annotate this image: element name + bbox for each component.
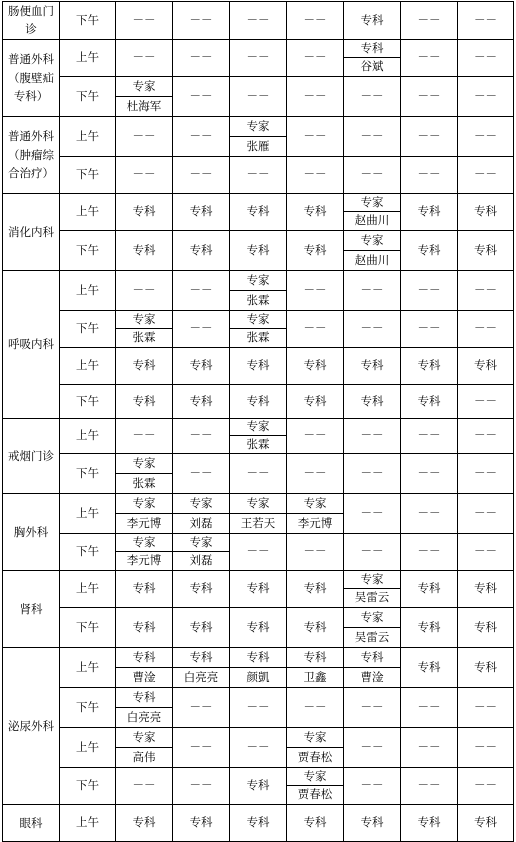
doctor-name: 吴雷云 (354, 629, 390, 644)
clinic-type: 专科 (173, 648, 229, 668)
schedule-cell: －－ (116, 418, 173, 453)
schedule-cell: －－ (344, 270, 401, 310)
schedule-cell: 专科 (287, 607, 344, 647)
period-cell: 上午 (60, 418, 116, 453)
schedule-cell-doctor (230, 647, 287, 687)
schedule-cell: 专科 (344, 384, 401, 418)
schedule-cell: －－ (458, 767, 514, 804)
period-cell: 上午 (60, 493, 116, 533)
schedule-cell: －－ (344, 310, 401, 347)
clinic-type: 专家 (230, 311, 286, 330)
clinic-type: 专家 (116, 494, 172, 514)
schedule-cell: －－ (401, 310, 458, 347)
schedule-cell: －－ (458, 727, 514, 767)
schedule-cell-doctor (344, 570, 401, 607)
schedule-cell: －－ (230, 453, 287, 493)
schedule-cell: －－ (173, 418, 230, 453)
schedule-cell: 专科 (401, 230, 458, 270)
schedule-cell: 专科 (116, 347, 173, 384)
table-row (3, 570, 514, 607)
schedule-cell-doctor (344, 647, 401, 687)
table-row (3, 347, 514, 384)
clinic-type: 专家 (116, 311, 172, 330)
doctor-name: 贾春松 (297, 787, 333, 802)
table-row (3, 76, 514, 116)
schedule-cell-doctor (116, 727, 173, 767)
clinic-type: 专家 (230, 271, 286, 291)
schedule-cell: 专科 (173, 570, 230, 607)
doctor-name: 王若天 (240, 515, 276, 530)
schedule-cell-doctor (173, 533, 230, 570)
schedule-cell: －－ (287, 156, 344, 193)
clinic-type: 专科 (230, 648, 286, 668)
schedule-cell: －－ (287, 310, 344, 347)
doctor-name: 谷斌 (360, 59, 384, 74)
schedule-cell: －－ (287, 2, 344, 40)
schedule-cell-doctor (116, 453, 173, 493)
schedule-cell: 专科 (401, 607, 458, 647)
doctor-name: 贾春松 (297, 749, 333, 764)
schedule-cell: 专科 (458, 647, 514, 687)
schedule-cell-doctor (116, 533, 173, 570)
schedule-cell: －－ (230, 687, 287, 727)
doctor-name: 白亮亮 (126, 709, 162, 724)
period-cell: 上午 (60, 116, 116, 156)
table-row (3, 193, 514, 230)
schedule-cell: 专科 (401, 570, 458, 607)
schedule-cell-doctor (344, 230, 401, 270)
schedule-cell: 专科 (458, 347, 514, 384)
period-cell: 下午 (60, 687, 116, 727)
schedule-cell: －－ (230, 156, 287, 193)
doctor-name: 张霖 (246, 292, 270, 307)
schedule-cell: 专科 (287, 384, 344, 418)
schedule-cell: －－ (173, 76, 230, 116)
table-row (3, 727, 514, 767)
schedule-cell: －－ (401, 270, 458, 310)
schedule-cell: －－ (230, 533, 287, 570)
department-name: 戒烟门诊 (3, 418, 60, 493)
schedule-cell: －－ (173, 39, 230, 76)
schedule-cell: －－ (401, 453, 458, 493)
schedule-cell: 专科 (458, 193, 514, 230)
schedule-cell: －－ (173, 687, 230, 727)
schedule-cell-doctor (116, 687, 173, 727)
doctor-name: 杜海军 (126, 98, 162, 113)
schedule-cell: －－ (287, 39, 344, 76)
department-name: 泌尿外科 (3, 647, 60, 804)
schedule-cell: －－ (458, 2, 514, 40)
schedule-cell: 专科 (173, 193, 230, 230)
schedule-cell-doctor (287, 493, 344, 533)
schedule-cell: 专科 (344, 2, 401, 40)
schedule-cell: －－ (401, 727, 458, 767)
schedule-cell: 专科 (458, 230, 514, 270)
doctor-name: 李元博 (126, 515, 162, 530)
schedule-cell: －－ (173, 727, 230, 767)
schedule-cell: －－ (458, 76, 514, 116)
schedule-cell: 专科 (401, 193, 458, 230)
doctor-name: 张霖 (246, 330, 270, 345)
doctor-name: 赵曲川 (354, 252, 390, 267)
schedule-cell: －－ (173, 453, 230, 493)
schedule-cell: －－ (230, 727, 287, 767)
schedule-cell: 专科 (401, 384, 458, 418)
schedule-cell: －－ (287, 418, 344, 453)
table-row (3, 647, 514, 687)
schedule-cell: 专科 (230, 230, 287, 270)
clinic-type: 专科 (287, 648, 343, 668)
schedule-cell-doctor (230, 310, 287, 347)
department-name: 普通外科（腹壁疝专科） (3, 39, 60, 116)
doctor-name: 张雁 (246, 138, 270, 153)
schedule-cell-doctor (230, 418, 287, 453)
period-cell: 下午 (60, 310, 116, 347)
schedule-cell: 专科 (287, 230, 344, 270)
doctor-name: 张霖 (132, 475, 156, 490)
department-name: 肠便血门诊 (3, 2, 60, 40)
table-row (3, 453, 514, 493)
table-row (3, 270, 514, 310)
schedule-cell: －－ (173, 2, 230, 40)
schedule-cell: －－ (401, 39, 458, 76)
doctor-name: 卫鑫 (303, 669, 327, 684)
schedule-cell: 专科 (116, 570, 173, 607)
doctor-name: 张霖 (246, 436, 270, 451)
schedule-cell: 专科 (287, 193, 344, 230)
schedule-cell: －－ (230, 76, 287, 116)
schedule-cell: 专科 (230, 767, 287, 804)
doctor-name: 李元博 (126, 553, 162, 568)
schedule-cell: 专科 (344, 804, 401, 841)
period-cell: 上午 (60, 39, 116, 76)
doctor-name: 吴雷云 (354, 590, 390, 605)
doctor-name: 高伟 (132, 749, 156, 764)
department-name: 呼吸内科 (3, 270, 60, 418)
table-row (3, 533, 514, 570)
schedule-cell-doctor (287, 647, 344, 687)
clinic-type: 专家 (116, 534, 172, 553)
table-row (3, 310, 514, 347)
schedule-cell: －－ (401, 687, 458, 727)
department-name: 消化内科 (3, 193, 60, 270)
schedule-cell: －－ (401, 2, 458, 40)
department-name: 胸外科 (3, 493, 60, 570)
schedule-cell: －－ (173, 156, 230, 193)
schedule-cell: 专科 (344, 347, 401, 384)
schedule-cell-doctor (173, 493, 230, 533)
clinic-type: 专家 (344, 571, 400, 590)
schedule-cell: －－ (458, 384, 514, 418)
schedule-cell: －－ (344, 767, 401, 804)
schedule-cell: －－ (458, 156, 514, 193)
schedule-cell-doctor (116, 493, 173, 533)
schedule-cell: 专科 (458, 570, 514, 607)
schedule-cell: 专科 (401, 804, 458, 841)
schedule-cell: －－ (173, 767, 230, 804)
period-cell: 上午 (60, 347, 116, 384)
clinic-type: 专家 (116, 454, 172, 474)
period-cell: 下午 (60, 384, 116, 418)
schedule-cell: －－ (344, 116, 401, 156)
schedule-cell: 专科 (401, 647, 458, 687)
schedule-cell: 专科 (287, 570, 344, 607)
clinic-type: 专科 (116, 688, 172, 708)
period-cell: 下午 (60, 767, 116, 804)
schedule-cell: －－ (458, 687, 514, 727)
schedule-cell-doctor (344, 39, 401, 76)
table-row (3, 156, 514, 193)
table-row (3, 116, 514, 156)
schedule-cell: 专科 (173, 804, 230, 841)
schedule-cell: －－ (401, 76, 458, 116)
clinic-type: 专家 (287, 494, 343, 514)
schedule-cell: －－ (116, 2, 173, 40)
schedule-cell: －－ (344, 727, 401, 767)
doctor-name: 李元博 (297, 515, 333, 530)
schedule-cell: 专科 (230, 193, 287, 230)
schedule-cell: －－ (173, 116, 230, 156)
table-row (3, 384, 514, 418)
schedule-cell: 专科 (230, 570, 287, 607)
schedule-cell: 专科 (173, 607, 230, 647)
clinic-type: 专科 (344, 648, 400, 668)
doctor-name: 刘磊 (189, 553, 213, 568)
period-cell: 下午 (60, 2, 116, 40)
table-row (3, 767, 514, 804)
clinic-type: 专家 (344, 194, 400, 213)
clinic-type: 专家 (344, 608, 400, 628)
clinic-type: 专科 (344, 40, 400, 59)
clinic-type: 专家 (173, 534, 229, 553)
schedule-cell: 专科 (458, 804, 514, 841)
schedule-cell: －－ (458, 493, 514, 533)
schedule-cell: 专科 (173, 230, 230, 270)
doctor-name: 曹淦 (360, 669, 384, 684)
schedule-cell: －－ (401, 767, 458, 804)
schedule-cell: －－ (230, 39, 287, 76)
period-cell: 上午 (60, 570, 116, 607)
doctor-name: 张霖 (132, 330, 156, 345)
table-row (3, 607, 514, 647)
period-cell: 上午 (60, 647, 116, 687)
period-cell: 下午 (60, 76, 116, 116)
schedule-cell: －－ (401, 418, 458, 453)
schedule-cell: 专科 (116, 804, 173, 841)
period-cell: 上午 (60, 727, 116, 767)
table-row (3, 2, 514, 40)
clinic-type: 专家 (116, 728, 172, 748)
period-cell: 下午 (60, 533, 116, 570)
schedule-cell: －－ (116, 39, 173, 76)
schedule-cell: －－ (401, 493, 458, 533)
doctor-name: 曹淦 (132, 669, 156, 684)
schedule-cell: －－ (401, 156, 458, 193)
clinic-type: 专家 (116, 77, 172, 97)
schedule-cell-doctor (344, 193, 401, 230)
schedule-cell: 专科 (116, 384, 173, 418)
schedule-cell: 专科 (116, 230, 173, 270)
period-cell: 上午 (60, 270, 116, 310)
schedule-cell-doctor (230, 116, 287, 156)
clinic-type: 专家 (230, 419, 286, 437)
doctor-name: 白亮亮 (183, 669, 219, 684)
schedule-cell: 专科 (230, 347, 287, 384)
schedule-cell: －－ (458, 453, 514, 493)
schedule-cell: 专科 (458, 607, 514, 647)
schedule-cell: －－ (344, 156, 401, 193)
schedule-cell-doctor (230, 270, 287, 310)
clinic-type: 专家 (230, 117, 286, 137)
schedule-cell: －－ (344, 533, 401, 570)
schedule-cell: －－ (173, 310, 230, 347)
schedule-cell: 专科 (287, 804, 344, 841)
schedule-cell: 专科 (173, 347, 230, 384)
schedule-cell-doctor (116, 647, 173, 687)
department-name: 普通外科（肿瘤综合治疗） (3, 116, 60, 193)
schedule-cell: －－ (458, 418, 514, 453)
department-name: 眼科 (3, 804, 60, 841)
schedule-cell: 专科 (116, 607, 173, 647)
clinic-type: 专家 (287, 768, 343, 787)
schedule-cell: 专科 (116, 193, 173, 230)
doctor-name: 颜凱 (246, 669, 270, 684)
schedule-cell: －－ (401, 533, 458, 570)
schedule-cell: －－ (458, 116, 514, 156)
schedule-cell: 专科 (401, 347, 458, 384)
schedule-cell: －－ (458, 39, 514, 76)
table-row (3, 39, 514, 76)
clinic-type: 专家 (173, 494, 229, 514)
schedule-cell: －－ (458, 533, 514, 570)
clinic-type: 专科 (116, 648, 172, 668)
schedule-cell: －－ (116, 270, 173, 310)
period-cell: 上午 (60, 193, 116, 230)
clinic-type: 专家 (344, 231, 400, 251)
schedule-cell: 专科 (230, 804, 287, 841)
period-cell: 下午 (60, 230, 116, 270)
schedule-cell: －－ (116, 156, 173, 193)
schedule-cell: 专科 (287, 347, 344, 384)
schedule-cell: －－ (287, 270, 344, 310)
schedule-cell: －－ (173, 270, 230, 310)
schedule-cell: －－ (344, 76, 401, 116)
schedule-cell: －－ (287, 76, 344, 116)
schedule-cell: －－ (344, 453, 401, 493)
clinic-type: 专家 (230, 494, 286, 514)
clinic-schedule-table (2, 1, 514, 842)
schedule-cell: －－ (344, 493, 401, 533)
schedule-cell: －－ (344, 418, 401, 453)
period-cell: 下午 (60, 607, 116, 647)
department-name: 肾科 (3, 570, 60, 647)
period-cell: 下午 (60, 453, 116, 493)
schedule-cell: －－ (458, 310, 514, 347)
schedule-cell: －－ (401, 116, 458, 156)
table-row (3, 493, 514, 533)
doctor-name: 刘磊 (189, 515, 213, 530)
schedule-cell-doctor (116, 76, 173, 116)
schedule-cell-doctor (344, 607, 401, 647)
schedule-cell: －－ (116, 116, 173, 156)
schedule-cell: 专科 (173, 384, 230, 418)
schedule-cell: －－ (287, 687, 344, 727)
schedule-cell-doctor (287, 727, 344, 767)
doctor-name: 赵曲川 (354, 213, 390, 228)
table-row (3, 687, 514, 727)
schedule-cell: 专科 (230, 607, 287, 647)
schedule-cell-doctor (287, 767, 344, 804)
schedule-cell: －－ (458, 270, 514, 310)
schedule-cell-doctor (230, 493, 287, 533)
schedule-cell: －－ (344, 687, 401, 727)
period-cell: 下午 (60, 156, 116, 193)
schedule-cell-doctor (173, 647, 230, 687)
schedule-cell: －－ (230, 2, 287, 40)
schedule-cell: －－ (287, 453, 344, 493)
table-row (3, 804, 514, 841)
table-row (3, 418, 514, 453)
schedule-cell-doctor (116, 310, 173, 347)
table-row (3, 230, 514, 270)
schedule-cell: －－ (287, 116, 344, 156)
clinic-type: 专家 (287, 728, 343, 748)
schedule-cell: －－ (116, 767, 173, 804)
schedule-cell: 专科 (230, 384, 287, 418)
schedule-cell: －－ (287, 533, 344, 570)
period-cell: 上午 (60, 804, 116, 841)
